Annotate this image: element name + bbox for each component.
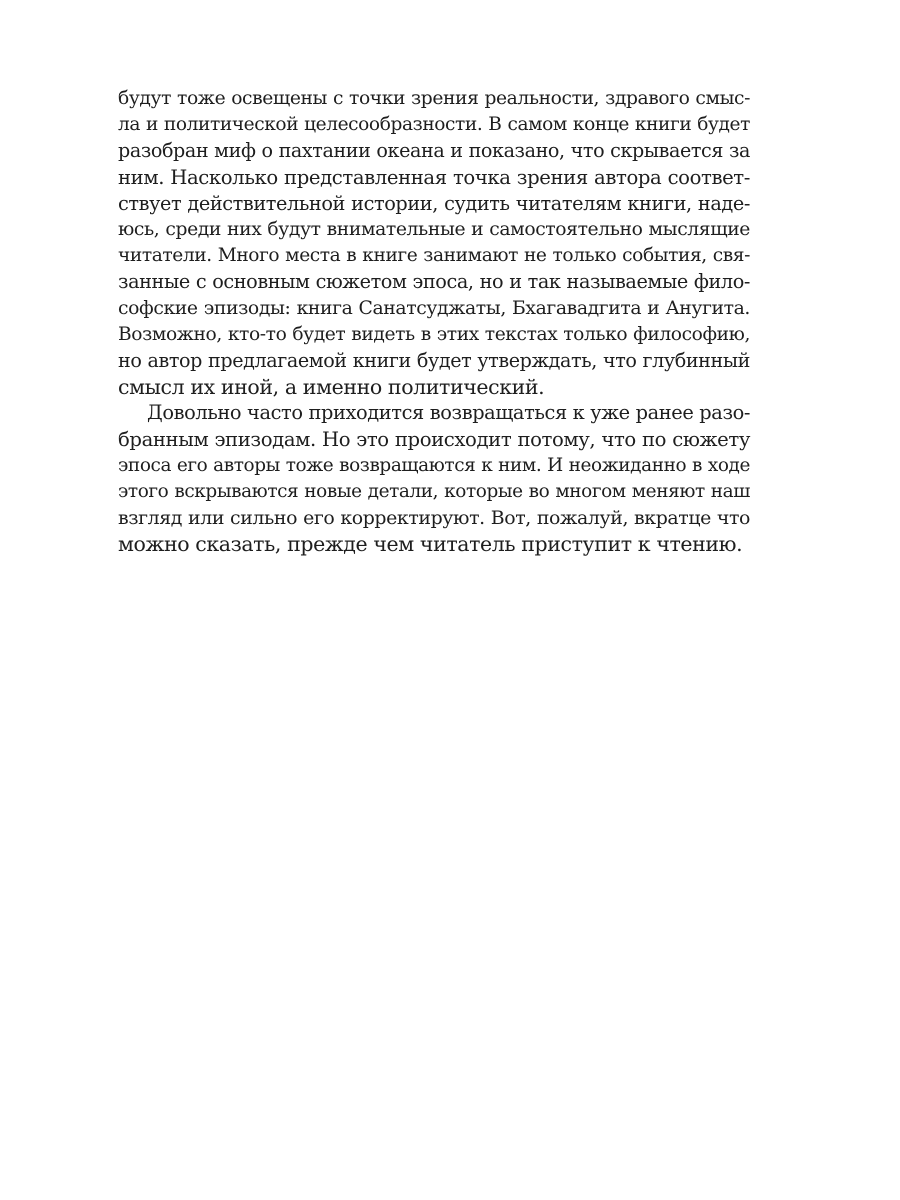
text-line: бранным эпизодам. Но это происходит потому, что по сюжету	[118, 427, 750, 451]
text-line: можно сказать, прежде чем читатель приступит к чтению.	[118, 532, 743, 557]
text-line: этого вскрываются новые детали, которые во многом меняют наш	[118, 481, 750, 503]
text-line: разобран миф о пахтании океана и показано, что скрывается за	[118, 139, 750, 163]
text-line: Довольно часто приходится возвращаться к уже ранее разо-	[147, 401, 750, 425]
text-line: взгляд или сильно его корректируют. Вот, пожалуй, вкратце что	[118, 507, 750, 530]
text-line: софские эпизоды: книга Санатсуджаты, Бхагавадгита и Анугита.	[118, 297, 750, 319]
text-line: эпоса его авторы тоже возвращаются к ним. И неожиданно в ходе	[118, 454, 750, 476]
text-line: будут тоже освещены с точки зрения реальности, здравого смыс-	[118, 88, 750, 109]
text-line: но автор предлагаемой книги будет утверждать, что глубинный	[118, 349, 750, 373]
paragraph-1	[118, 86, 750, 400]
text-line: юсь, среди них будут внимательные и самостоятельно мыслящие	[118, 219, 750, 241]
text-line: ствует действительной истории, судить читателям книги, наде-	[118, 191, 750, 215]
text-line: Возможно, кто-то будет видеть в этих текстах только философию,	[118, 323, 750, 345]
text-line: ним. Насколько представленная точка зрения автора соответ-	[118, 165, 750, 189]
text-line: занные с основным сюжетом эпоса, но и так называемые фило-	[118, 270, 750, 294]
text-line: читатели. Много места в книге занимают не только события, свя-	[118, 245, 750, 267]
text-line: ла и политической целесообразности. В самом конце книги будет	[118, 114, 750, 136]
paragraph-2	[118, 400, 750, 557]
text-line: смысл их иной, а именно политический.	[118, 375, 545, 400]
body-text	[118, 86, 750, 558]
